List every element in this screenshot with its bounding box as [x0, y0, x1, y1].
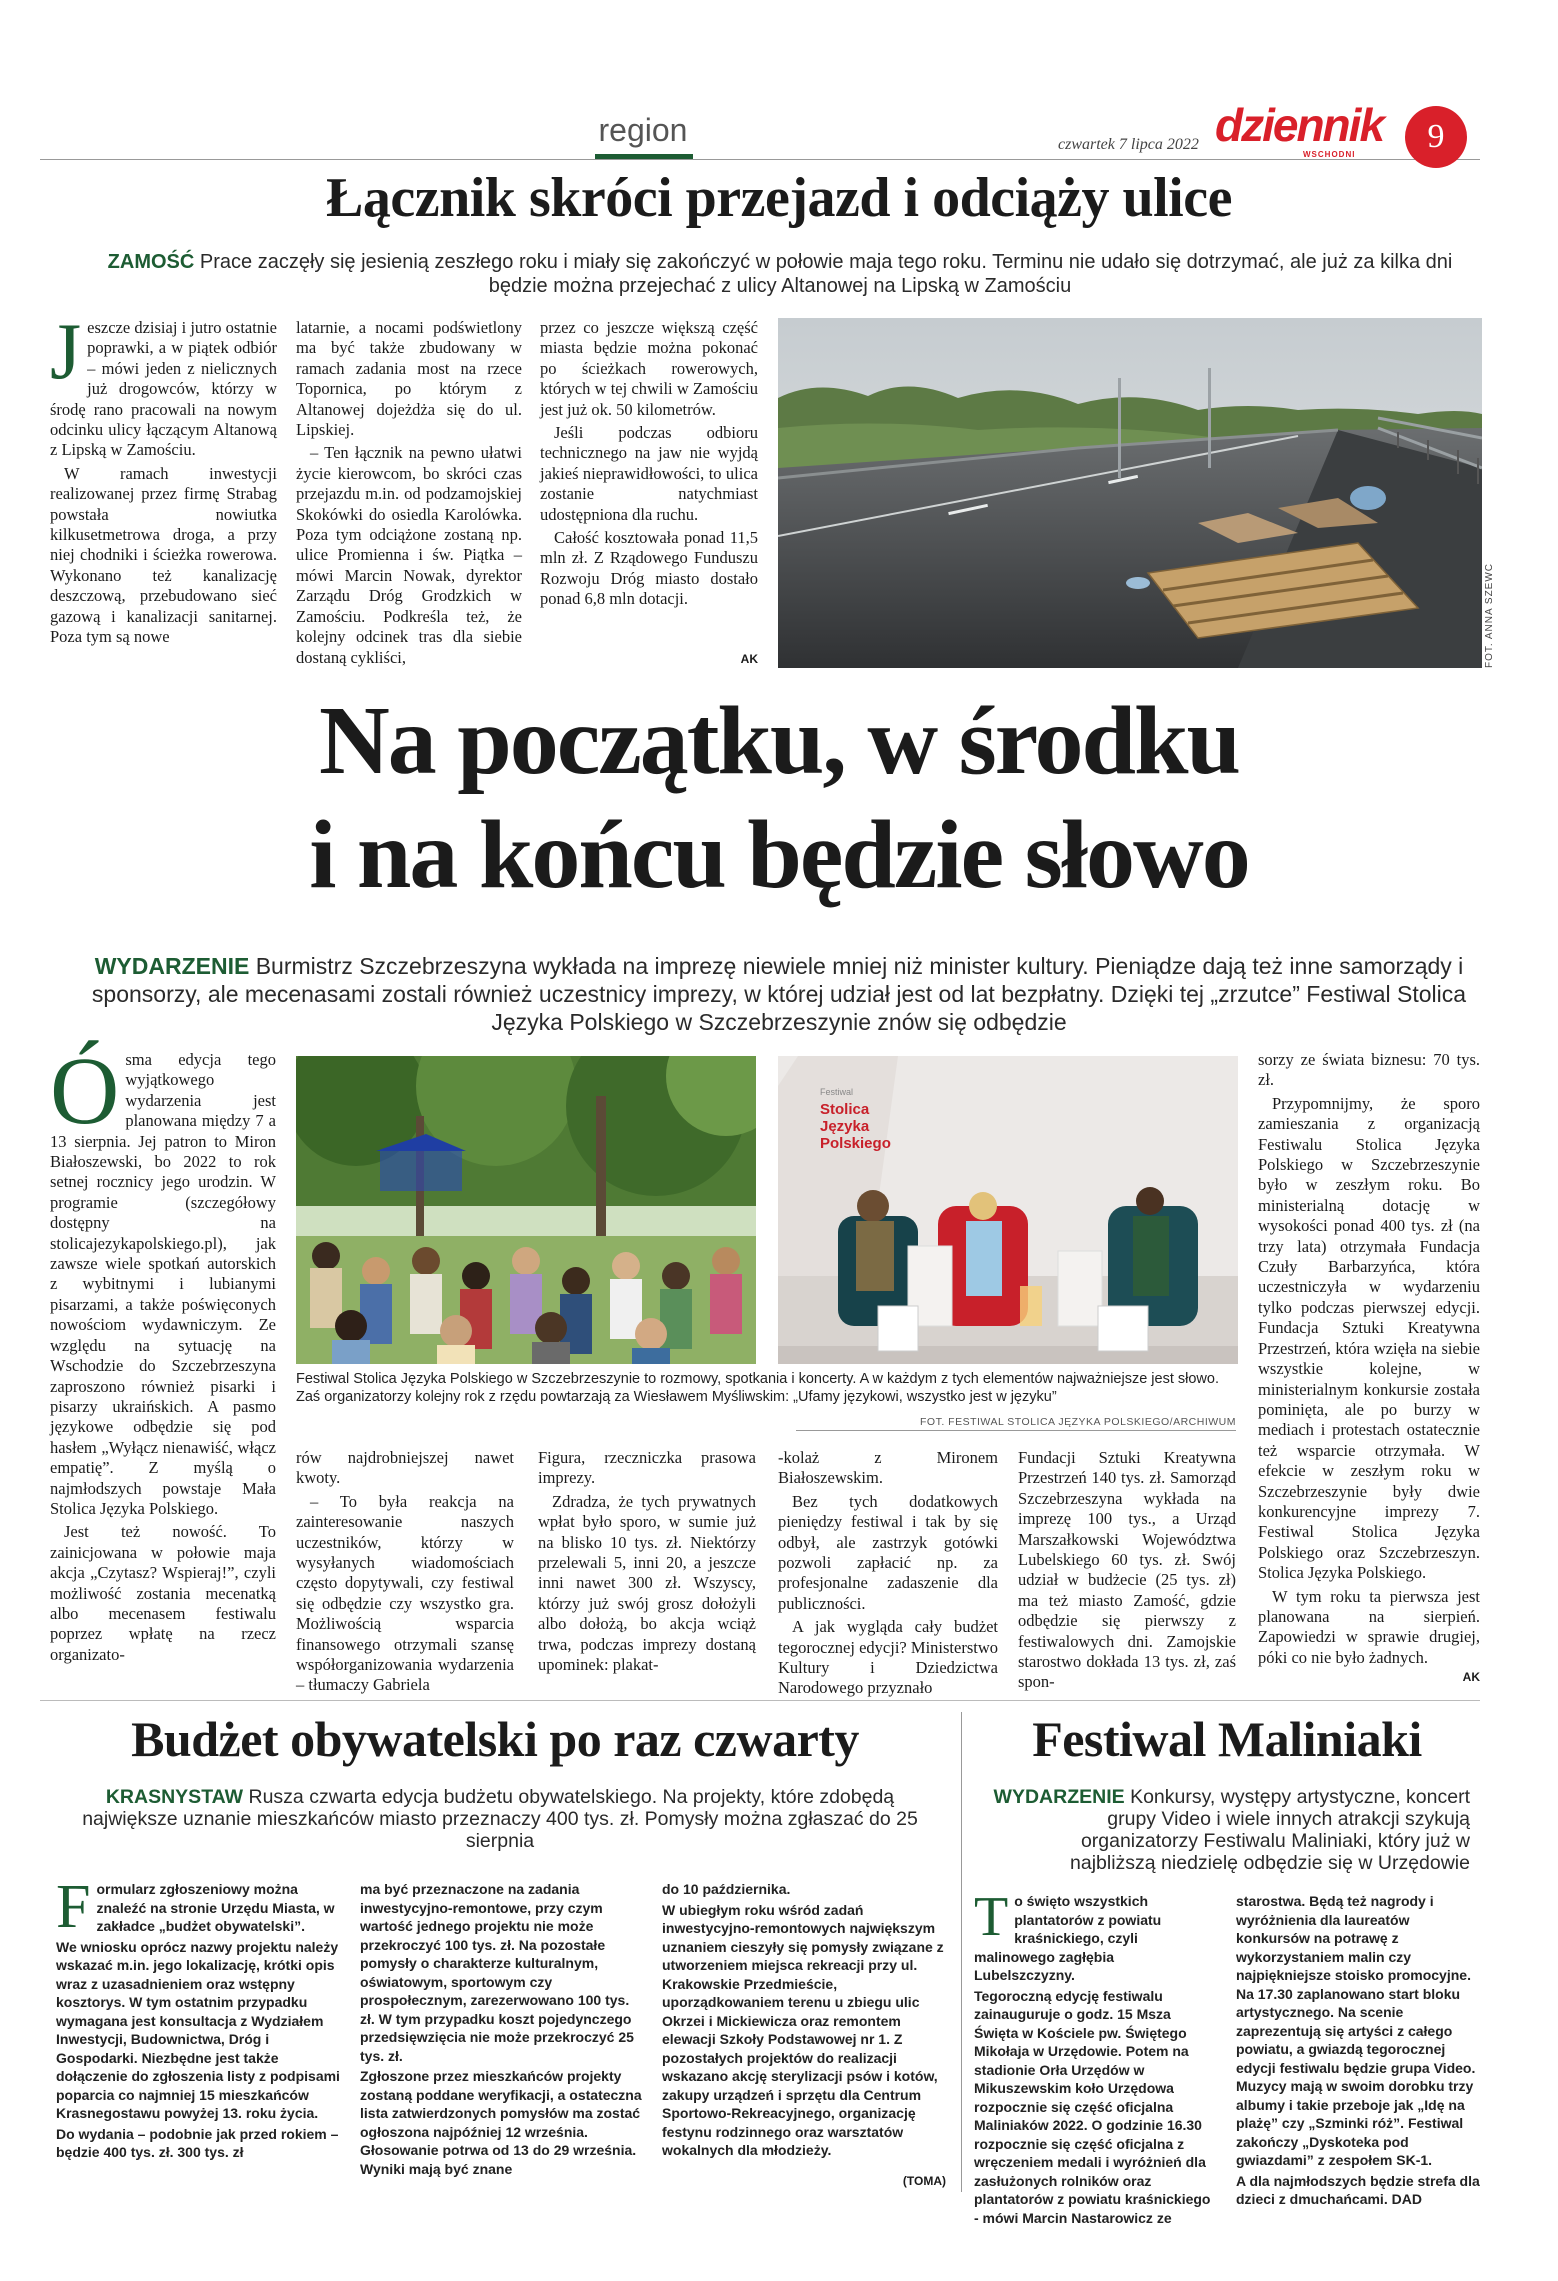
article4-lead — [990, 1786, 1470, 1874]
article1-lead — [80, 250, 1480, 298]
article1-paragraph: Całość kosztowała ponad 11,5 mln zł. Z Rządowego Funduszu Rozwoju Dróg miasto dostało ponad 6,8 mln dotacji. — [540, 528, 758, 609]
article1-drop-cap: J — [50, 308, 82, 396]
article3-drop-cap: F — [56, 1873, 91, 1941]
article1-paragraph: – Ten łącznik na pewno ułatwi życie kierowcom, bo skróci czas przejazdu m.in. od podzamojskiej Skokówki do osiedla Karolówka. Poza tym odciążone zostaną np. ulice Promienna i św. Piątka – mówi Marcin Nowak, dyrektor Zarządu Dróg Grodzkich w Zamościu. Podkreśla też, że kolejny odcinek tras dla siebie dostaną cykliści, — [296, 443, 522, 667]
article2-column-3 — [538, 1448, 756, 1678]
article1-paragraph: Jeśli podczas odbioru technicznego na jaw nie wyjdą jakieś nieprawidłowości, to ulica zostanie natychmiast udostępniona dla ruchu. — [540, 423, 758, 524]
festival-crowd-photo — [296, 1056, 756, 1364]
article2-paragraph: Bez tych dodatkowych pieniędzy festiwal i tak by się odbył, ale zastrzyk gotówki pozwoli zapłacić np. za profesjonalne zadaszenie dla publiczności. — [778, 1491, 998, 1613]
column-divider — [961, 1712, 962, 2192]
article2-column-6 — [1258, 1050, 1480, 1671]
article2-column-2 — [296, 1448, 514, 1699]
article2-title-line2: i na końcu będzie słowo — [309, 801, 1249, 909]
article2-column-5 — [1018, 1448, 1236, 1696]
festival-photo-credit: FOT. FESTIWAL STOLICA JĘZYKA POLSKIEGO/ARCHIWUM — [796, 1416, 1236, 1431]
article2-paragraph: W tym roku ta pierwsza jest planowana na sierpień. Zapowiedzi w sprawie drugiej, póki co nie było żadnych. — [1258, 1586, 1480, 1667]
article3-paragraph: W ubiegłym roku wśród zadań inwestycyjno-remontowych największym uznaniem cieszyły się pomysły związane z utworzeniem miejsca rekreacji przy ul. Krakowskie Przedmieście, uporządkowaniem terenu u zbiegu ulic Okrzei i Mickiewicza oraz remontem elewacji Szkoły Podstawowej nr 1. Z pozostałych projektów do realizacji wskazano akcję sterylizacji psów i kotów, zakupy urządzeń i sprzętu dla Centrum Sportowo-Rekreacyjnego, organizację festynu rodzinnego oraz warsztatów wokalnych dla młodzieży. — [662, 1901, 944, 2158]
article3-column-1 — [56, 1873, 340, 2164]
festival-crowd-image — [296, 1056, 756, 1364]
article2-lead-text: Burmistrz Szczebrzeszyna wykłada na imprezę niewiele mniej niż minister kultury. Pieniądze dają też inne samorządy i sponsorzy, ale mecenasami zostali również uczestnicy imprezy, w której udział jest od lat bezpłatny. Dzięki tej „zrzutce” Festiwal Stolica Języka Polskiego w Szczebrzeszynie znów się odbędzie — [91, 953, 1467, 1035]
article3-keyword: KRASNYSTAW — [105, 1786, 244, 1808]
article4-paragraph: o święto wszystkich plantatorów z powiatu kraśnickiego, czyli malinowego zagłębia Lubelszczyzny. — [974, 1893, 1162, 1983]
article1-lead-text: Prace zaczęły się jesienią zeszłego roku i miały się zakończyć w połowie maja tego roku. Terminu nie udało się dotrzymać, ale już za kilka dni będzie można przejechać z ulicy Altanowej na Lipską w Zamościu — [199, 251, 1453, 297]
article1-paragraph: latarnie, a nocami podświetlony ma być także zbudowany w ramach zadania most na rzece Topornica, po którym z Altanowej dojeżdża się do ul. Lipskiej. — [296, 318, 522, 440]
article1-column-1 — [50, 308, 277, 651]
road-photo-image — [778, 318, 1482, 668]
page-number: 9 — [1405, 106, 1467, 168]
article2-title-line1: Na początku, w środku — [318, 687, 1240, 795]
article3-signature: (TOMA) — [902, 2174, 946, 2188]
article1-photo-credit: FOT. ANNA SZEWC — [1484, 562, 1495, 668]
article2-drop-cap: Ó — [50, 1037, 120, 1144]
logo-subtext: WSCHODNI — [1303, 150, 1356, 159]
article4-closing-text: A dla najmłodszych będzie strefa dla dzieci z dmuchańcami. — [1236, 2172, 1480, 2207]
article3-paragraph: do 10 października. — [662, 1881, 791, 1897]
article4-paragraph: Tegoroczną edycję festiwalu zainauguruje o godz. 15 Msza Święta w Kościele pw. Świętego Mikołaja w Urzędowie. Potem na stadionie Orła Urzędów w Mikuszewskim koło Urzędowa rozpocznie się część oficjalna Maliniaków 2022. O godzinie 16.30 rozpocznie się część oficjalna z wręczeniem medali i wyróżnień dla zasłużonych rolników oraz plantatorów z powiatu kraśnickiego - mówi Marcin Nastarowicz ze — [974, 1987, 1211, 2226]
article2-paragraph: rów najdrobniejszej nawet kwoty. — [296, 1448, 514, 1488]
article2-signature: AK — [1462, 1670, 1480, 1684]
stage-banner-line: Języka — [820, 1118, 870, 1135]
article1-title: Łącznik skróci przejazd i odciąży ulice — [326, 167, 1232, 229]
article3-paragraph: ma być przeznaczone na zadania inwestycyjno-remontowe, przy czym wartość jednego projektu nie może przekroczyć 100 tys. zł. Na pozostałe pomysły o charakterze kulturalnym, oświatowym, sportowym czy prospołecznym, zarezerwowano 100 tys. zł. W tym przypadku koszt pojedynczego przedsięwzięcia nie może przekroczyć 25 tys. zł. — [360, 1881, 634, 2064]
article1-signature: AK — [740, 652, 758, 666]
article4-title: Festiwal Maliniaki — [1032, 1711, 1422, 1767]
festival-stage-photo — [778, 1056, 1238, 1364]
bottom-rule — [40, 1700, 1480, 1701]
article3-paragraph: We wniosku oprócz nazwy projektu należy wskazać m.in. jego lokalizację, krótki opis wraz z uzasadnieniem oraz wstępny kosztorys. W tym ostatnim przypadku wymagana jest konsultacja z Wydziałem Inwestycji, Budownictwa, Dróg i Gospodarki. Niezbędne jest także dołączenie do zgłoszenia listy z podpisami poparcia co najmniej 15 mieszkańców Krasnegostawu powyżej 13. roku życia. — [56, 1938, 340, 2121]
article3-paragraph: Zgłoszone przez mieszkańców projekty zostaną poddane weryfikacji, a ostateczna lista zatwierdzonych pomysłów ma zostać ogłoszona najpóźniej 12 września. Głosowanie potrwa od 13 do 29 września. Wyniki mają być znane — [360, 2068, 642, 2177]
article1-paragraph: W ramach inwestycji realizowanej przez firmę Strabag powstała nowiutka kilkusetmetrowa droga, a przy niej chodniki i ścieżka rowerowa. Wykonano też kanalizację deszczową, przebudowano sieć gazową i kanalizacji sanitarnej. Poza tym są nowe — [50, 463, 277, 647]
article2-column-1 — [50, 1037, 276, 1668]
stage-banner-line: Polskiego — [820, 1135, 891, 1152]
article2-paragraph: -kolaż z Mironem Białoszewskim. — [778, 1448, 998, 1488]
road-photo — [778, 318, 1482, 668]
article1-column-2 — [296, 318, 522, 671]
article2-paragraph: sma edycja tego wyjątkowego wydarzenia jest planowana między 7 a 13 sierpnia. Jej patron to Miron Białoszewski, bo 2022 to rok setnej rocznicy jego urodzin. W programie (szczegółowy dostępny na stolicajezykapolskiego.pl), jak zawsze wiele spotkań autorskich z wybitnymi i lubianymi pisarzami, a także poświęconych nowościom wydawniczym. Ze względu na sytuację na Wschodzie do Szczebrzeszyna zaproszono również pisarki i pisarzy ukraińskich. A pasmo językowe odbędzie się pod hasłem „Wyłącz nienawiść, włącz empatię”. Z myślą o najmłodszych powstaje Mała Stolica Języka Polskiego. — [50, 1050, 276, 1518]
stage-banner-line: Stolica — [820, 1101, 870, 1118]
issue-date: czwartek 7 lipca 2022 — [1058, 136, 1199, 153]
article3-title: Budżet obywatelski po raz czwarty — [131, 1711, 859, 1767]
article3-lead-text: Rusza czwarta edycja budżetu obywatelskiego. Na projekty, które zdobędą największe uznanie mieszkańców miasto przeznaczy 400 tys. zł. Pomysły można zgłaszać do 25 sierpnia — [82, 1786, 918, 1852]
article3-lead — [70, 1786, 930, 1852]
stage-banner — [820, 1084, 891, 1152]
article4-column-1 — [974, 1886, 1214, 2229]
stage-banner-small: Festiwal — [820, 1087, 854, 1097]
article4-keyword: WYDARZENIE — [993, 1786, 1125, 1808]
article2-paragraph: sorzy ze świata biznesu: 70 tys. zł. — [1258, 1050, 1480, 1090]
article2-paragraph: – To była reakcja na zainteresowanie naszych uczestników, którzy w wysyłanych wiadomościach często dopytywali, czy festiwal się odbędzie czy wszystko gra. Możliwością wsparcia finansowego otrzymali szansę współorganizowania wydarzenia – tłumaczy Gabriela — [296, 1491, 514, 1695]
article2-keyword: WYDARZENIE — [94, 953, 250, 979]
article3-column-3 — [662, 1880, 946, 2162]
article4-lead-text: Konkursy, występy artystyczne, koncert grupy Video i wiele innych atrakcji szykują organizatorzy Festiwalu Maliniaki, który już w najbliższą niedzielę odbędzie się w Urzędowie — [1070, 1786, 1470, 1874]
article2-paragraph: Jest też nowość. To zainicjowana w połowie maja akcja „Czytasz? Wspieraj!”, czyli możliwość zostania mecenatką albo mecenasem festiwalu poprzez wpłatę na rzecz organizato- — [50, 1522, 276, 1664]
article1-paragraph: eszcze dzisiaj i jutro ostatnie poprawki, a w piątek odbiór – mówi jeden z nielicznych już drogowców, którzy w środę rano pracowali na nowym odcinku ulicy łączącym Altanową z Lipską w Zamościu. — [50, 318, 277, 460]
article4-column-2 — [1236, 1892, 1480, 2211]
logo-text: dziennik — [1215, 99, 1384, 151]
article4-paragraph — [1236, 2172, 1480, 2209]
article2-paragraph: Zdradza, że tych prywatnych wpłat było sporo, w sumie już na blisko 10 tys. zł. Niektórzy przelewali 5, inni 20, a jeszcze inni nawet 300 zł. Wszyscy, którzy już swój grosz dołożyli albo dołożą, bo akcja wciąż trwa, podczas imprezy dostaną upominek: plakat- — [538, 1491, 756, 1675]
article2-paragraph: Przypomnijmy, że sporo zamieszania z organizacją Festiwalu Stolica Języka Polskiego w Szczebrzeszynie było w zeszłym roku. Bo ministerialną dotację w wysokości ponad 400 tys. zł (na trzy lata) otrzymała Fundacja Czuły Barbarzyńca, która uczestniczyła w wydarzeniu tylko podczas pierwszej edycji. Fundacja Sztuki Kreatywna Przestrzeń, która wzięła na siebie wszystkie kolejne, w ministerialnym konkursie została pominięta, ale po burzy w mediach i protestach ostatecznie też wsparcie otrzymała. W efekcie w zeszłym roku w Szczebrzeszynie były dwie konkurencyjne imprezy 7. Festiwal Stolica Języka Polskiego oraz Szczebrzeszyn. Stolica Języka Polskiego. — [1258, 1093, 1480, 1583]
logo — [1215, 99, 1395, 164]
article1-paragraph: przez co jeszcze większą część miasta będzie można pokonać po ścieżkach rowerowych, których w tej chwili w Zamościu jest już ok. 50 kilometrów. — [540, 318, 758, 419]
article1-column-3 — [540, 318, 758, 613]
article2-column-4 — [778, 1448, 998, 1702]
article3-paragraph: ormularz zgłoszeniowy można znaleźć na stronie Urzędu Miasta, w zakładce „budżet obywatelski”. — [96, 1881, 335, 1934]
article3-column-2 — [360, 1880, 642, 2180]
article4-drop-cap: T — [974, 1886, 1009, 1948]
article4-paragraph: starostwa. Będą też nagrody i wyróżnienia dla laureatów konkursów na potrawę z wykorzystaniem malin czy najpiękniejsze stoisko promocyjne. Na 17.30 zaplanowano start bloku artystycznego. Na scenie zaprezentują się artyści z całego powiatu, a gwiazdą tegorocznej edycji festiwalu będzie grupa Video. Muzycy mają w swoim dorobku trzy albumy i takie przeboje jak „Idę na plażę” czy „Szminki róż”. Festiwal zakończy „Dyskoteka pod gwiazdami” z zespołem SK-1. — [1236, 1893, 1476, 2168]
article3-paragraph: Do wydania – podobnie jak przed rokiem – będzie 400 tys. zł. 300 tys. zł — [56, 2125, 339, 2160]
festival-photo-caption: Festiwal Stolica Języka Polskiego w Szczebrzeszynie to rozmowy, spotkania i koncerty. A w każdym z tych elementów najważniejsze jest słowo. Zaś organizatorzy kolejny rok z rzędu powtarzają za Wiesławem Myśliwskim: „Ufamy językowi, wszystko jest w języku” — [296, 1371, 1220, 1405]
article2-paragraph: Figura, rzeczniczka prasowa imprezy. — [538, 1448, 756, 1488]
article2-lead — [60, 952, 1498, 1036]
section-label: region — [598, 112, 688, 148]
article1-keyword: ZAMOŚĆ — [107, 251, 195, 273]
article4-signature: DAD — [1391, 2191, 1422, 2207]
article2-paragraph: A jak wygląda cały budżet tegorocznej edycji? Ministerstwo Kultury i Dziedzictwa Narodowego przyznało — [778, 1617, 998, 1698]
article2-paragraph: Fundacji Sztuki Kreatywna Przestrzeń 140 tys. zł. Samorząd Szczebrzeszyna wykłada na imprezę 100 tys., a Urząd Marszałkowski Województwa Lubelskiego 60 tys. zł. Swój udział w budżecie (25 tys. zł) ma też miasto Zamość, gdzie odbędzie się pierwszy z festiwalowych dni. Zamojskie starostwo dokłada 13 tys. zł, zaś spon- — [1018, 1448, 1236, 1692]
